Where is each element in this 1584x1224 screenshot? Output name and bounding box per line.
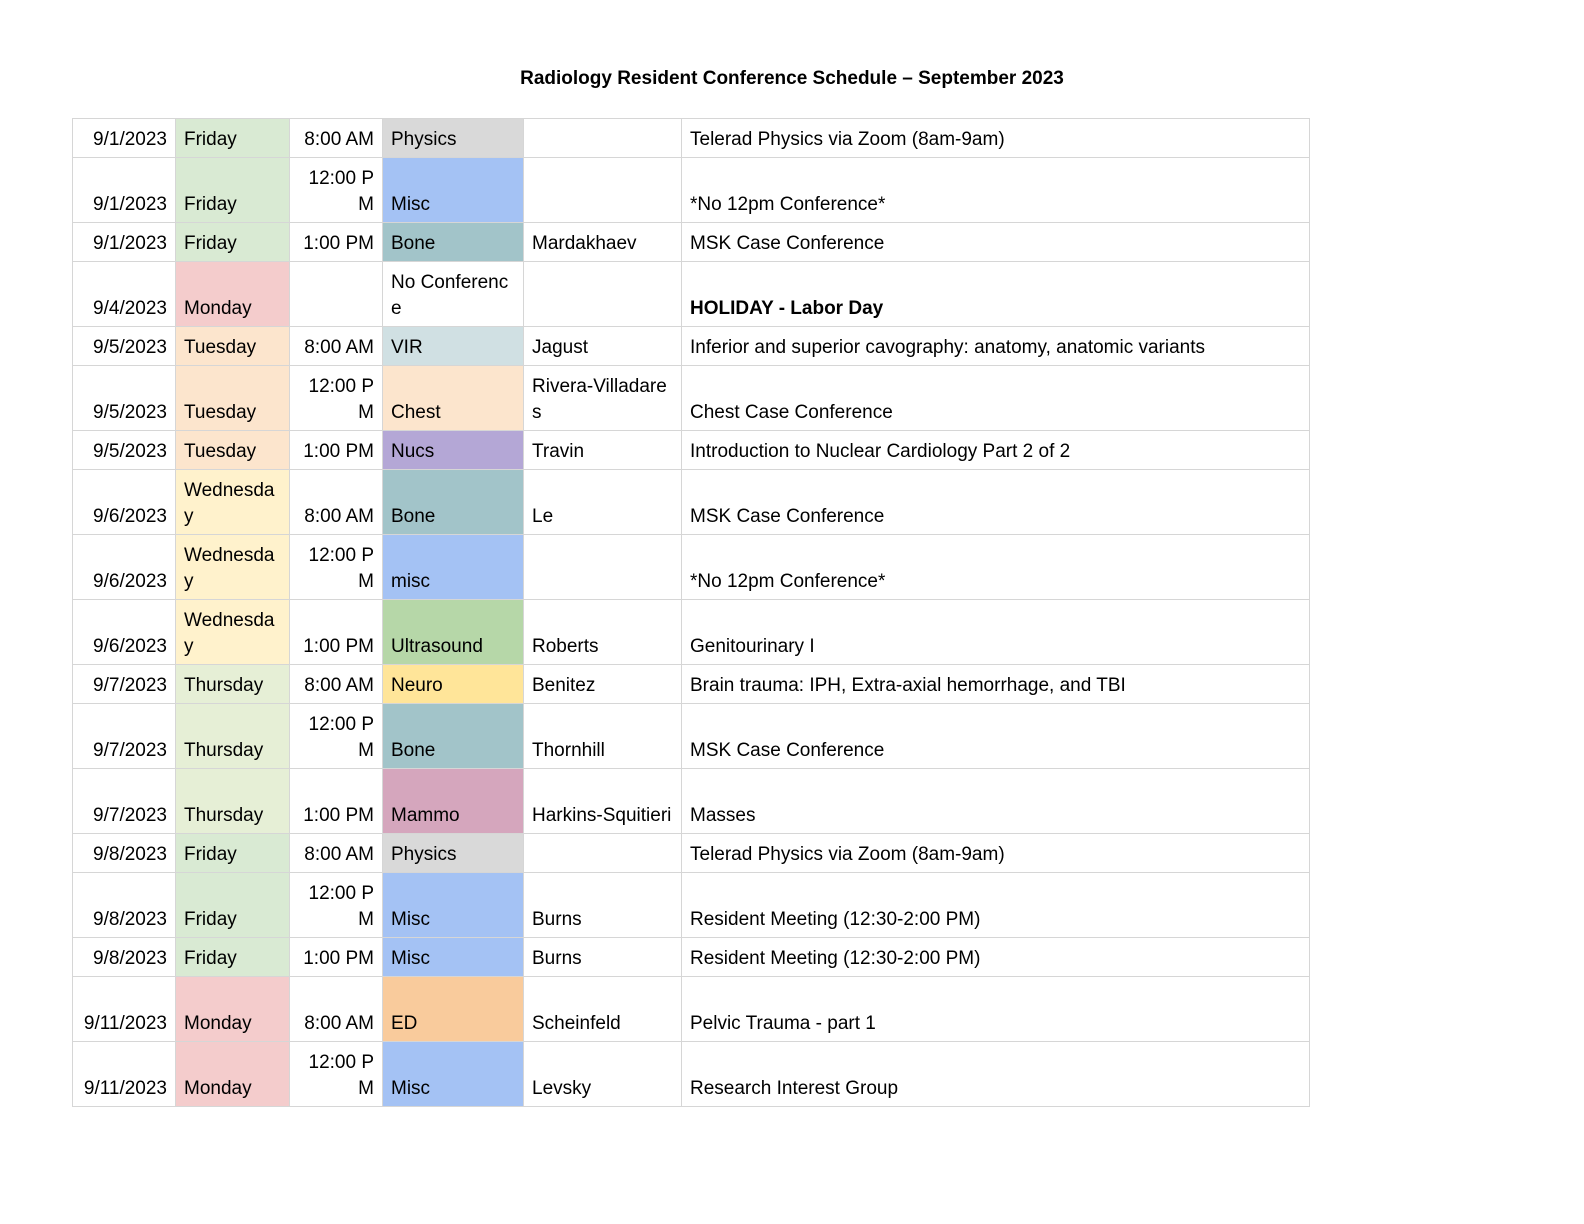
topic-cell: Misc xyxy=(383,158,524,223)
table-row xyxy=(73,977,1310,1042)
time-cell: 8:00 AM xyxy=(290,834,383,873)
table-row xyxy=(73,834,1310,873)
title-cell: Telerad Physics via Zoom (8am-9am) xyxy=(682,119,1310,158)
time-cell: 1:00 PM xyxy=(290,223,383,262)
title-cell: MSK Case Conference xyxy=(682,223,1310,262)
topic-cell: Physics xyxy=(383,119,524,158)
title-cell: Chest Case Conference xyxy=(682,366,1310,431)
table-row xyxy=(73,600,1310,665)
day-cell: Wednesday xyxy=(176,470,290,535)
time-cell: 8:00 AM xyxy=(290,327,383,366)
time-cell: 12:00 PM xyxy=(290,535,383,600)
topic-cell: Misc xyxy=(383,1042,524,1107)
table-row xyxy=(73,470,1310,535)
title-cell: *No 12pm Conference* xyxy=(682,535,1310,600)
table-row xyxy=(73,1042,1310,1107)
day-cell: Monday xyxy=(176,977,290,1042)
presenter-cell: Burns xyxy=(524,938,682,977)
presenter-cell: Scheinfeld xyxy=(524,977,682,1042)
presenter-cell: Roberts xyxy=(524,600,682,665)
time-cell: 1:00 PM xyxy=(290,769,383,834)
presenter-cell: Rivera-Villadares xyxy=(524,366,682,431)
table-row xyxy=(73,873,1310,938)
date-cell: 9/8/2023 xyxy=(73,834,176,873)
date-cell: 9/5/2023 xyxy=(73,327,176,366)
topic-cell: Neuro xyxy=(383,665,524,704)
time-cell: 12:00 PM xyxy=(290,366,383,431)
presenter-cell: Harkins-Squitieri xyxy=(524,769,682,834)
topic-cell: Misc xyxy=(383,938,524,977)
title-cell: MSK Case Conference xyxy=(682,470,1310,535)
date-cell: 9/1/2023 xyxy=(73,223,176,262)
title-cell: Introduction to Nuclear Cardiology Part 2 of 2 xyxy=(682,431,1310,470)
topic-cell: Bone xyxy=(383,470,524,535)
page-title: Radiology Resident Conference Schedule – September 2023 xyxy=(520,68,1064,89)
topic-cell: Nucs xyxy=(383,431,524,470)
table-row xyxy=(73,366,1310,431)
time-cell: 1:00 PM xyxy=(290,600,383,665)
day-cell: Friday xyxy=(176,119,290,158)
date-cell: 9/11/2023 xyxy=(73,977,176,1042)
time-cell: 12:00 PM xyxy=(290,1042,383,1107)
date-cell: 9/5/2023 xyxy=(73,431,176,470)
day-cell: Thursday xyxy=(176,704,290,769)
table-row xyxy=(73,704,1310,769)
title-cell: Resident Meeting (12:30-2:00 PM) xyxy=(682,873,1310,938)
date-cell: 9/6/2023 xyxy=(73,535,176,600)
presenter-cell: Jagust xyxy=(524,327,682,366)
day-cell: Friday xyxy=(176,223,290,262)
presenter-cell: Mardakhaev xyxy=(524,223,682,262)
date-cell: 9/1/2023 xyxy=(73,119,176,158)
presenter-cell: Burns xyxy=(524,873,682,938)
schedule-table-body xyxy=(73,119,1310,1107)
time-cell: 12:00 PM xyxy=(290,873,383,938)
presenter-cell: Benitez xyxy=(524,665,682,704)
date-cell: 9/7/2023 xyxy=(73,704,176,769)
schedule-table xyxy=(72,118,1310,1107)
date-cell: 9/8/2023 xyxy=(73,938,176,977)
title-cell: Pelvic Trauma - part 1 xyxy=(682,977,1310,1042)
table-row xyxy=(73,769,1310,834)
topic-cell: VIR xyxy=(383,327,524,366)
day-cell: Thursday xyxy=(176,665,290,704)
date-cell: 9/1/2023 xyxy=(73,158,176,223)
day-cell: Thursday xyxy=(176,769,290,834)
presenter-cell xyxy=(524,535,682,600)
title-cell: HOLIDAY - Labor Day xyxy=(682,262,1310,327)
title-cell: Research Interest Group xyxy=(682,1042,1310,1107)
presenter-cell: Le xyxy=(524,470,682,535)
date-cell: 9/6/2023 xyxy=(73,600,176,665)
day-cell: Friday xyxy=(176,938,290,977)
topic-cell: Mammo xyxy=(383,769,524,834)
time-cell: 12:00 PM xyxy=(290,704,383,769)
date-cell: 9/7/2023 xyxy=(73,665,176,704)
presenter-cell: Thornhill xyxy=(524,704,682,769)
title-cell: Telerad Physics via Zoom (8am-9am) xyxy=(682,834,1310,873)
table-row xyxy=(73,262,1310,327)
table-row xyxy=(73,665,1310,704)
topic-cell: Bone xyxy=(383,223,524,262)
title-cell: Masses xyxy=(682,769,1310,834)
topic-cell: Misc xyxy=(383,873,524,938)
day-cell: Friday xyxy=(176,158,290,223)
presenter-cell xyxy=(524,834,682,873)
day-cell: Tuesday xyxy=(176,431,290,470)
time-cell: 12:00 PM xyxy=(290,158,383,223)
presenter-cell: Travin xyxy=(524,431,682,470)
day-cell: Friday xyxy=(176,873,290,938)
date-cell: 9/6/2023 xyxy=(73,470,176,535)
date-cell: 9/7/2023 xyxy=(73,769,176,834)
title-cell: MSK Case Conference xyxy=(682,704,1310,769)
topic-cell: Bone xyxy=(383,704,524,769)
table-row xyxy=(73,158,1310,223)
topic-cell: No Conference xyxy=(383,262,524,327)
day-cell: Wednesday xyxy=(176,600,290,665)
time-cell: 8:00 AM xyxy=(290,119,383,158)
title-cell: Resident Meeting (12:30-2:00 PM) xyxy=(682,938,1310,977)
time-cell: 8:00 AM xyxy=(290,470,383,535)
day-cell: Friday xyxy=(176,834,290,873)
time-cell: 8:00 AM xyxy=(290,977,383,1042)
day-cell: Tuesday xyxy=(176,327,290,366)
title-cell: Brain trauma: IPH, Extra-axial hemorrhage, and TBI xyxy=(682,665,1310,704)
presenter-cell xyxy=(524,262,682,327)
topic-cell: misc xyxy=(383,535,524,600)
date-cell: 9/5/2023 xyxy=(73,366,176,431)
presenter-cell xyxy=(524,119,682,158)
table-row xyxy=(73,119,1310,158)
presenter-cell xyxy=(524,158,682,223)
time-cell: 1:00 PM xyxy=(290,431,383,470)
day-cell: Monday xyxy=(176,262,290,327)
presenter-cell: Levsky xyxy=(524,1042,682,1107)
table-row xyxy=(73,938,1310,977)
topic-cell: ED xyxy=(383,977,524,1042)
title-cell: Genitourinary I xyxy=(682,600,1310,665)
date-cell: 9/4/2023 xyxy=(73,262,176,327)
date-cell: 9/11/2023 xyxy=(73,1042,176,1107)
time-cell: 1:00 PM xyxy=(290,938,383,977)
table-row xyxy=(73,535,1310,600)
title-cell: *No 12pm Conference* xyxy=(682,158,1310,223)
table-row xyxy=(73,431,1310,470)
day-cell: Wednesday xyxy=(176,535,290,600)
time-cell xyxy=(290,262,383,327)
topic-cell: Ultrasound xyxy=(383,600,524,665)
title-cell: Inferior and superior cavography: anatomy, anatomic variants xyxy=(682,327,1310,366)
table-row xyxy=(73,223,1310,262)
topic-cell: Physics xyxy=(383,834,524,873)
table-row xyxy=(73,327,1310,366)
day-cell: Tuesday xyxy=(176,366,290,431)
date-cell: 9/8/2023 xyxy=(73,873,176,938)
time-cell: 8:00 AM xyxy=(290,665,383,704)
day-cell: Monday xyxy=(176,1042,290,1107)
topic-cell: Chest xyxy=(383,366,524,431)
